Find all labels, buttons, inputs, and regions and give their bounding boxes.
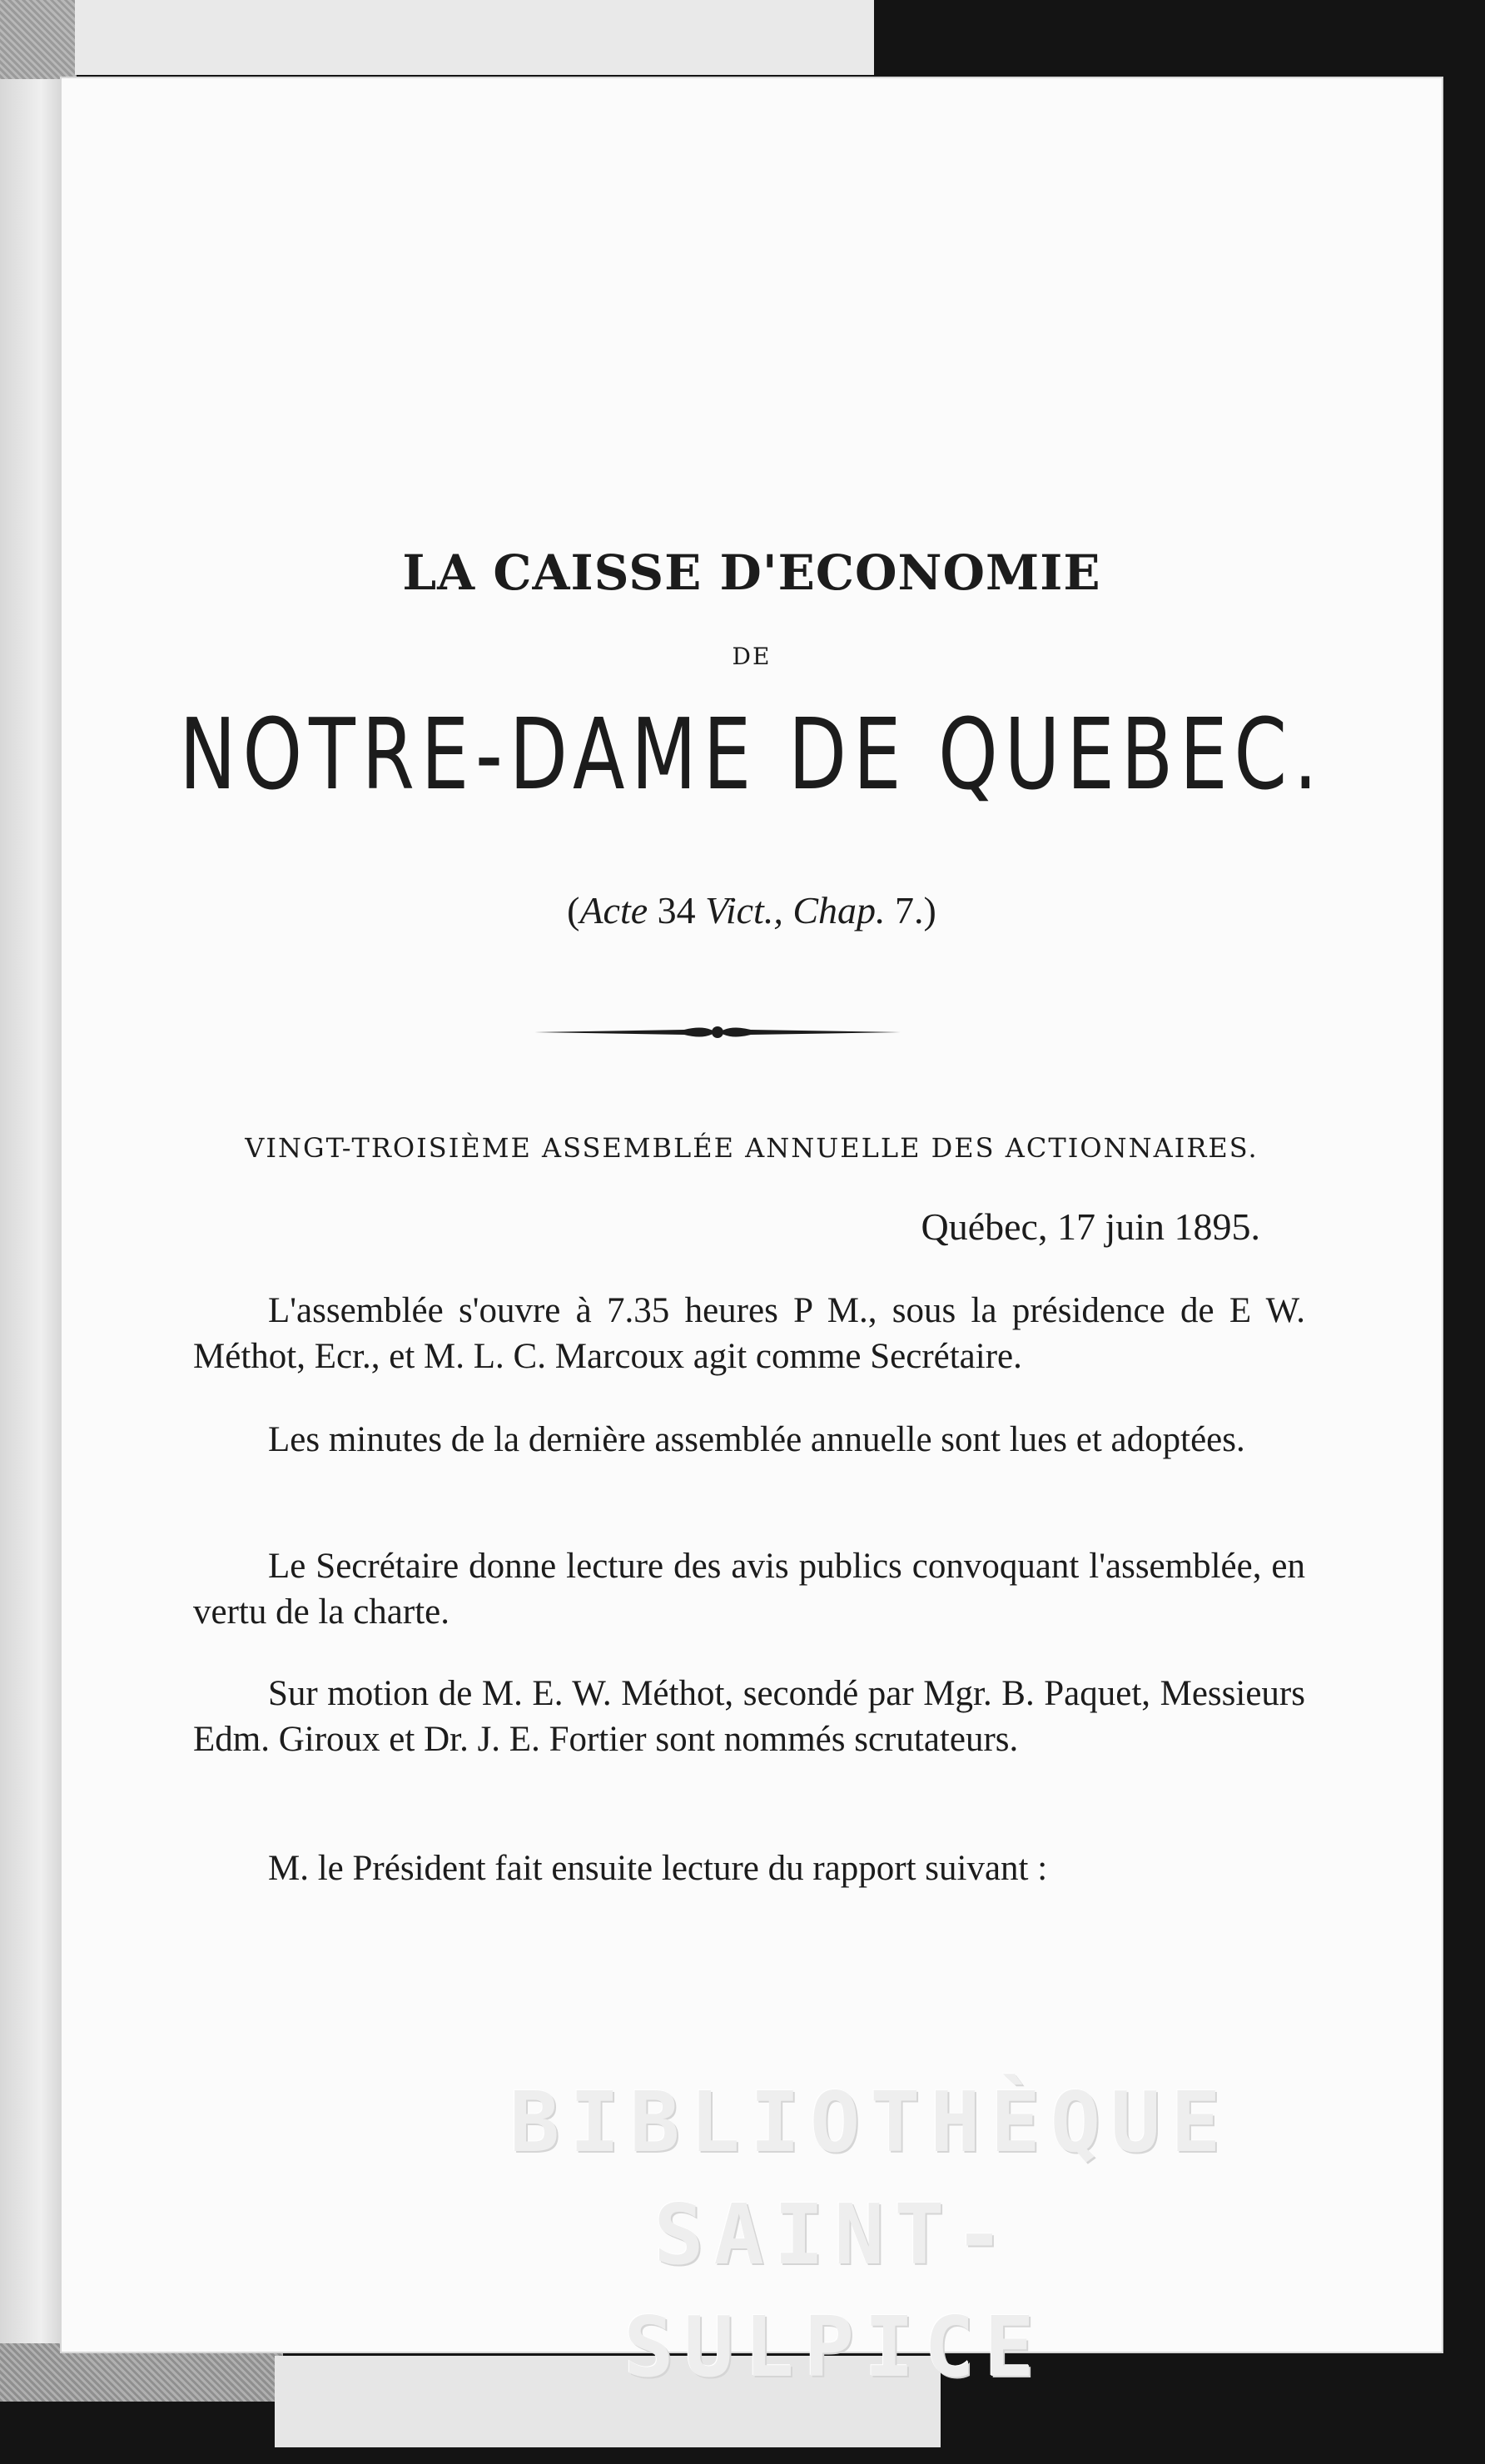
stamp-line2: SAINT-SULPICE [623,2186,1045,2396]
document-page [60,77,1443,2396]
heading-de: DE [732,643,772,670]
paragraph: Sur motion de M. E. W. Méthot, secondé par Mgr. B. Paquet, Messieurs Edm. Giroux et Dr. J. E. Fortier sont nommés scrutateurs. [193,1674,1305,1759]
acte-open: ( [567,889,580,931]
acte-chap: Chap. [792,889,886,931]
paragraph: M. le Président fait ensuite lecture du rapport suivant : [268,1849,1048,1888]
acte-vict: Vict., [705,889,783,931]
acte-sep [783,889,793,931]
paragraph: Les minutes de la dernière assemblée annuelle sont lues et adoptées. [268,1420,1245,1459]
library-stamp [509,2066,1231,2396]
date-line: Québec, 17 juin 1895. [921,1205,1260,1248]
assembly-title: VINGT-TROISIÈME ASSEMBLÉE ANNUELLE DES ACTIONNAIRES. [245,1132,1259,1164]
paragraph: L'assemblée s'ouvre à 7.35 heures P M., sous la présidence de E W. Méthot, Ecr., et M. L. C. Marcoux agit comme Secrétaire. [193,1291,1305,1376]
ornamental-rule [534,1016,901,1049]
acte-word: Acte [579,889,648,931]
acte-reference [60,888,1443,932]
heading-line1: LA CAISSE D'ECONOMIE [402,544,1101,601]
scan-top-paper-strip [75,0,874,75]
acte-close: 7.) [885,889,936,931]
paragraph: Le Secrétaire donne lecture des avis publics convoquant l'assemblée, en vertu de la charte. [193,1547,1305,1632]
acte-number: 34 [648,889,706,931]
main-title: NOTRE-DAME DE QUEBEC. [179,697,1324,812]
stamp-line1: BIBLIOTHÈQUE [509,2074,1231,2171]
